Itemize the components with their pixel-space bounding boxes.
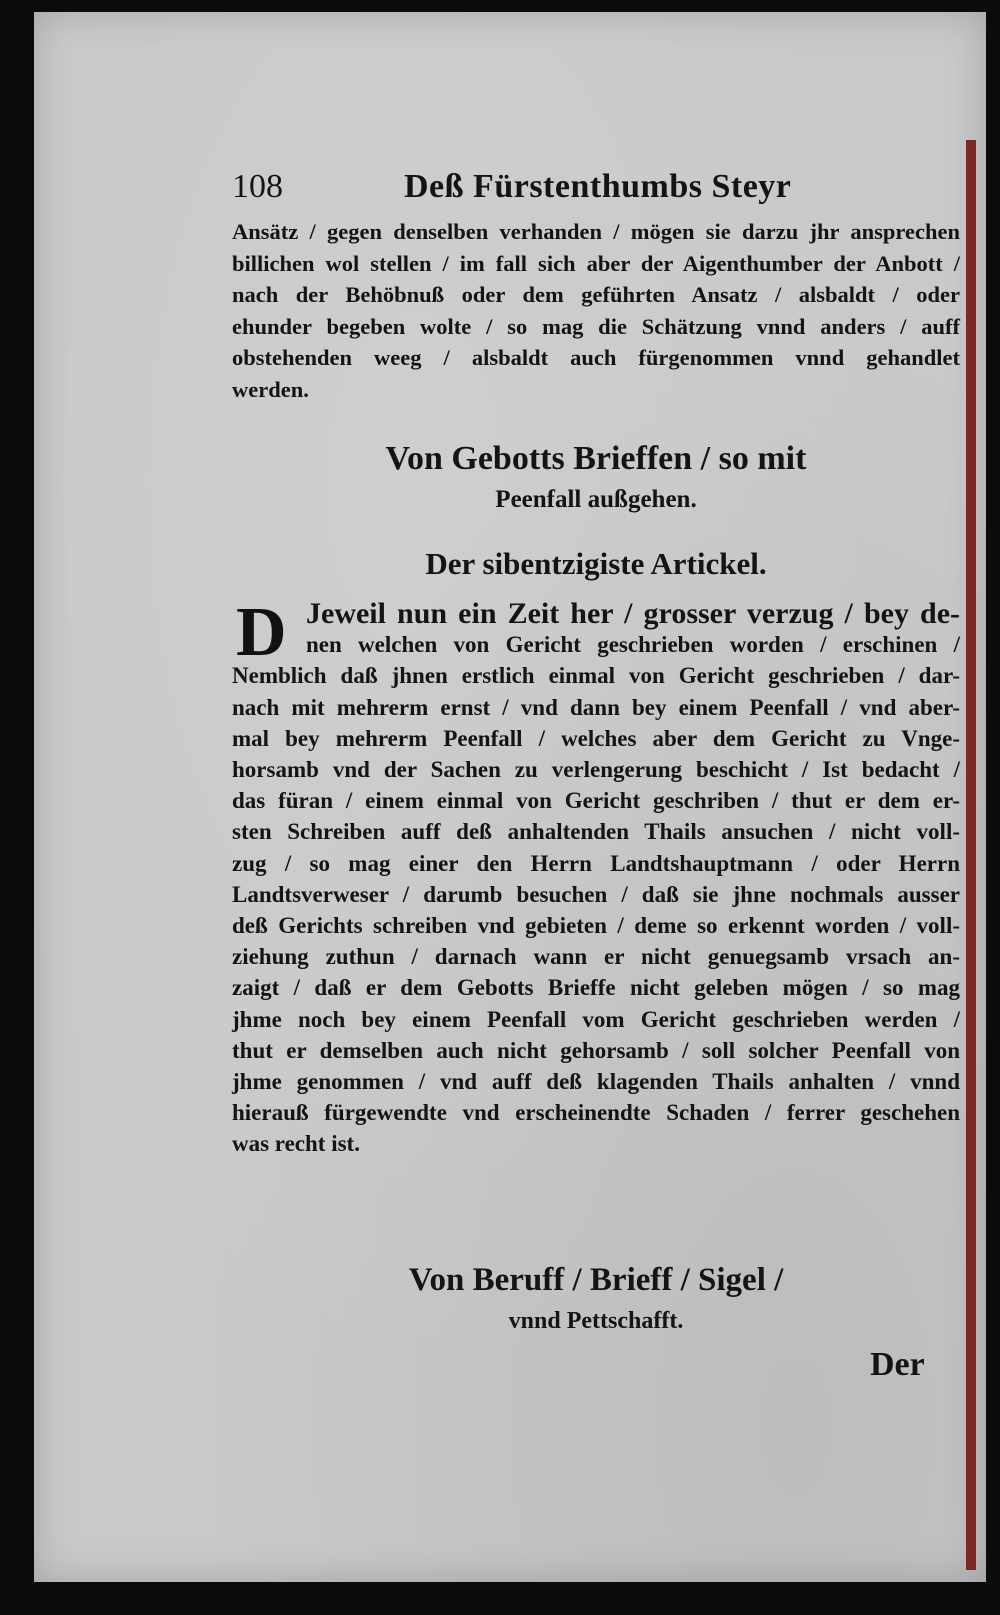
text-line: obstehenden weeg / alsbaldt auch fürgenommen vnnd gehandlet [232, 345, 960, 370]
text-line: Nemblich daß jhnen erstlich einmal von Gericht geschrieben / dar- [232, 663, 960, 689]
section-heading-2-subline: vnnd Pettschafft. [508, 1308, 684, 1334]
text-line: jhme genommen / vnd auff deß klagenden Thails anhalten / vnnd [232, 1069, 960, 1095]
text-line: zaigt / daß er dem Gebotts Brieffe nicht geleben mögen / so mag [232, 975, 960, 1001]
page-edge [966, 140, 976, 1570]
text-line: ziehung zuthun / darnach wann er nicht genuegsamb vrsach an- [232, 944, 960, 970]
paragraph-1 [232, 216, 960, 405]
catchword: Der [870, 1346, 925, 1383]
drop-cap-initial: D [236, 594, 287, 671]
text-line: nen welchen von Gericht geschrieben worden / erschinen / [306, 632, 960, 658]
text-line: zug / so mag einer den Herrn Landtshauptmann / oder Herrn [232, 850, 960, 876]
text-line: Landtsverweser / darumb besuchen / daß sie jhne nochmals ausser [232, 881, 960, 907]
text-line: nach mit mehrerm ernst / vnd dann bey einem Peenfall / vnd aber- [232, 694, 960, 720]
text-line: deß Gerichts schreiben vnd gebieten / deme so erkennt worden / voll- [232, 913, 960, 939]
paragraph-2 [232, 594, 960, 1160]
page-number: 108 [232, 168, 283, 205]
text-line: Jeweil nun ein Zeit her / grosser verzug / bey de- [306, 597, 960, 630]
text-line: jhme noch bey einem Peenfall vom Gericht geschrieben werden / [232, 1006, 960, 1032]
text-line: was recht ist. [232, 1131, 360, 1157]
text-line: nach der Behöbnuß oder dem geführten Ansatz / alsbaldt / oder [232, 282, 960, 307]
text-line: horsamb vnd der Sachen zu verlengerung beschicht / Ist bedacht / [232, 757, 960, 783]
text-line: das füran / einem einmal von Gericht geschriben / thut er dem er- [232, 788, 960, 814]
text-line: Ansätz / gegen denselben verhanden / mögen sie darzu jhr ansprechen [232, 219, 960, 244]
running-head [232, 168, 952, 212]
text-line: thut er demselben auch nicht gehorsamb / soll solcher Peenfall von [232, 1037, 960, 1063]
running-title: Deß Fürstenthumbs Steyr [404, 168, 792, 205]
text-line: mal bey mehrerm Peenfall / welches aber dem Gericht zu Vnge- [232, 725, 960, 751]
section-heading-2: Von Beruff / Brieff / Sigel / [408, 1262, 784, 1298]
article-heading: Der sibentzigiste Artickel. [425, 546, 767, 581]
section-heading-1-subline: Peenfall außgehen. [495, 486, 697, 513]
section-heading-1: Von Gebotts Brieffen / so mit [385, 440, 807, 477]
text-line: hierauß fürgewendte vnd erscheinendte Schaden / ferrer geschehen [232, 1100, 960, 1126]
text-line: sten Schreiben auff deß anhaltenden Thails ansuchen / nicht voll- [232, 819, 960, 845]
text-line: billichen wol stellen / im fall sich aber der Aigenthumber der Anbott / [232, 250, 960, 276]
text-line: ehunder begeben wolte / so mag die Schätzung vnnd anders / auff [232, 313, 960, 339]
text-line: werden. [232, 376, 309, 402]
